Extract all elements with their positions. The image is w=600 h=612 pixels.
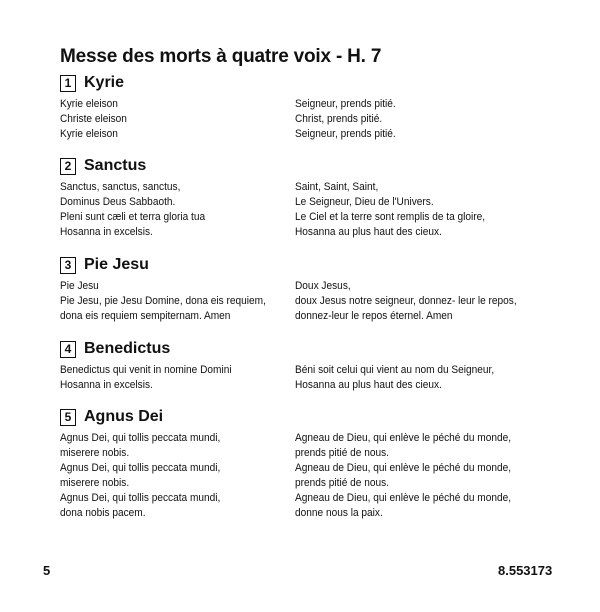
latin-line: Pie Jesu, pie Jesu Domine, dona eis requiem, [60,295,266,307]
section-kyrie [60,72,560,140]
latin-line: Agnus Dei, qui tollis peccata mundi, [60,462,221,474]
french-column [295,431,511,521]
section-agnus-dei [60,406,560,519]
french-line: Seigneur, prends pitié. [295,128,396,140]
section-pie-jesu [60,254,560,322]
section-title: Benedictus [84,340,171,357]
latin-line: Pie Jesu [60,280,99,292]
latin-column [60,97,127,142]
section-title: Agnus Dei [84,408,164,425]
french-line: prends pitié de nous. [295,477,389,489]
latin-line: Christe eleison [60,113,127,125]
section-header [60,254,560,276]
latin-column [60,279,266,324]
latin-line: Benedictus qui venit in nomine Domini [60,364,232,376]
french-line: Christ, prends pitié. [295,113,383,125]
latin-line: miserere nobis. [60,477,130,489]
french-line: doux Jesus notre seigneur, donnez- leur le repos, [295,295,517,307]
french-line: Le Seigneur, Dieu de l'Univers. [295,196,434,208]
latin-line: Sanctus, sanctus, sanctus, [60,181,181,193]
french-line: Agneau de Dieu, qui enlève le péché du monde, [295,432,512,444]
section-header [60,406,560,428]
french-line: Le Ciel et la terre sont remplis de ta gloire, [295,211,486,223]
section-header [60,338,560,360]
french-column [295,180,485,240]
catalog-number: 8.553173 [498,563,553,578]
section-number-box: 5 [60,409,76,426]
latin-line: Agnus Dei, qui tollis peccata mundi, [60,432,221,444]
latin-line: Hosanna in excelsis. [60,379,153,391]
french-column [295,97,396,142]
french-line: Hosanna au plus haut des cieux. [295,226,442,238]
french-line: donnez-leur le repos éternel. Amen [295,310,453,322]
latin-line: dona nobis pacem. [60,507,146,519]
french-column [295,279,517,324]
section-number-box: 2 [60,158,76,175]
section-benedictus [60,338,560,391]
french-line: Hosanna au plus haut des cieux. [295,379,442,391]
page-number: 5 [43,563,51,578]
page-title: Messe des morts à quatre voix - H. 7 [60,46,382,67]
french-line: Agneau de Dieu, qui enlève le péché du monde, [295,492,512,504]
latin-line: Agnus Dei, qui tollis peccata mundi, [60,492,221,504]
latin-column [60,431,220,521]
section-number-box: 4 [60,341,76,358]
french-line: prends pitié de nous. [295,447,389,459]
section-number-box: 3 [60,257,76,274]
section-header [60,72,560,94]
french-line: Béni soit celui qui vient au nom du Seigneur, [295,364,495,376]
french-line: Saint, Saint, Saint, [295,181,379,193]
latin-column [60,180,205,240]
latin-line: Kyrie eleison [60,128,118,140]
latin-line: miserere nobis. [60,447,130,459]
latin-line: Dominus Deus Sabbaoth. [60,196,176,208]
section-sanctus [60,155,560,238]
french-line: Seigneur, prends pitié. [295,98,396,110]
french-line: Doux Jesus, [295,280,351,292]
section-title: Sanctus [84,157,147,174]
french-column [295,363,494,393]
section-title: Kyrie [84,74,125,91]
section-title: Pie Jesu [84,256,149,273]
latin-column [60,363,232,393]
section-number-box: 1 [60,75,76,92]
section-header [60,155,560,177]
french-line: Agneau de Dieu, qui enlève le péché du monde, [295,462,512,474]
latin-line: Hosanna in excelsis. [60,226,153,238]
latin-line: Kyrie eleison [60,98,118,110]
latin-line: dona eis requiem sempiternam. Amen [60,310,231,322]
latin-line: Pleni sunt cæli et terra gloria tua [60,211,206,223]
french-line: donne nous la paix. [295,507,383,519]
